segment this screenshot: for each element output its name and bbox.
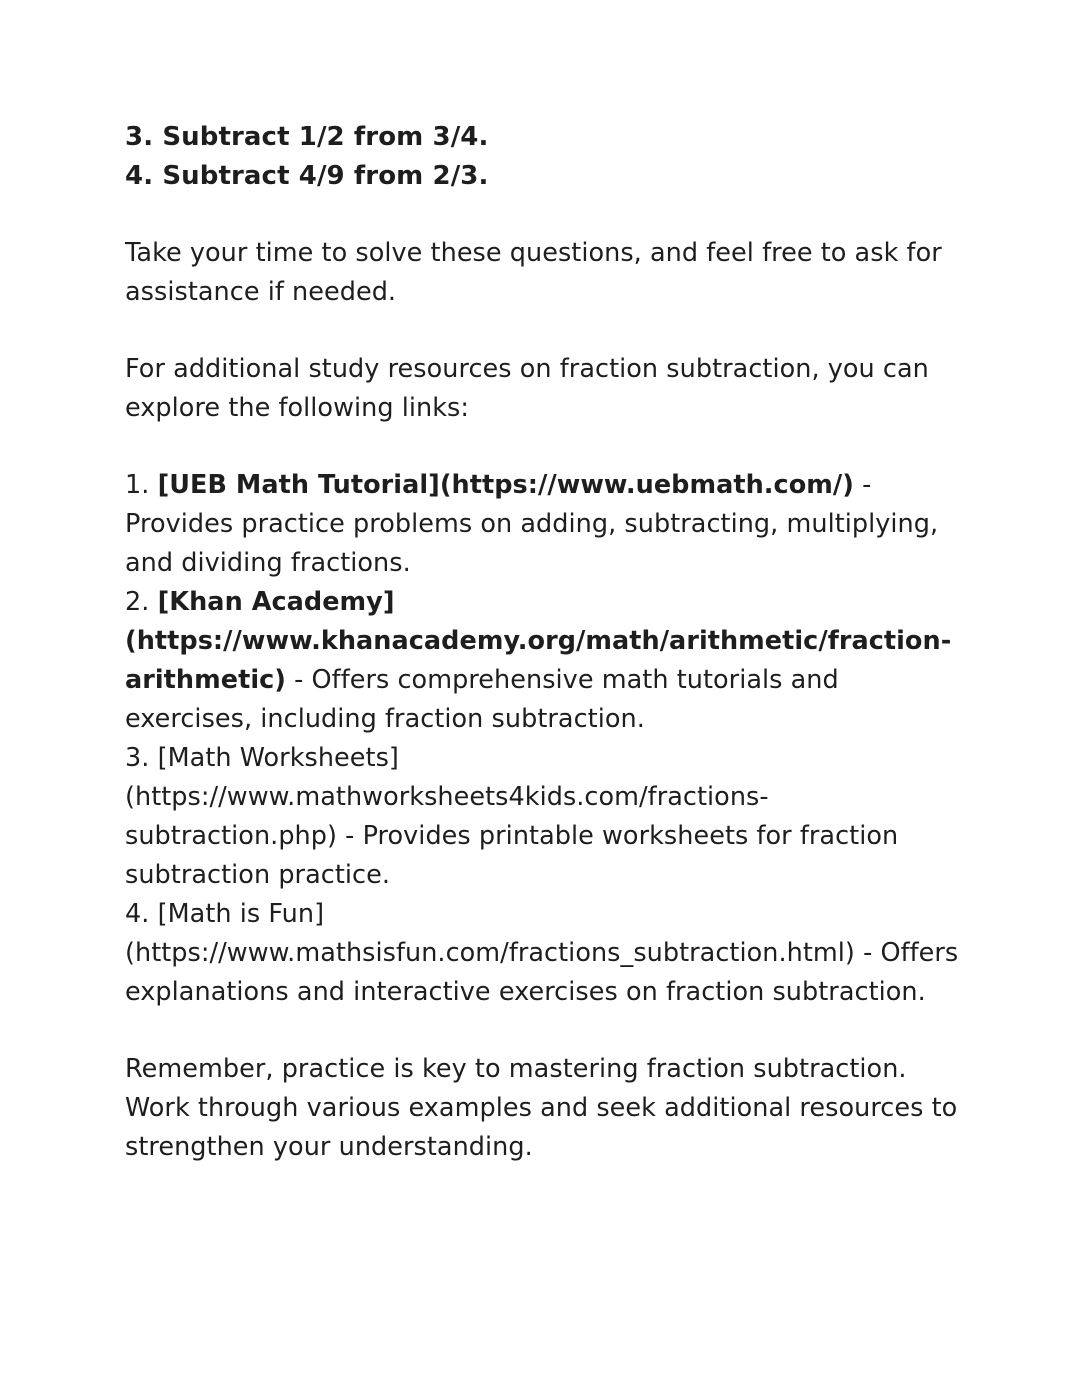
- resource-description: - Provides printable worksheets for fraction subtraction practice.: [125, 821, 899, 890]
- resource-description: - Offers explanations and interactive exercises on fraction subtraction.: [125, 938, 959, 1007]
- list-item: [125, 466, 965, 583]
- document-body: [125, 118, 965, 1167]
- resource-description: - Offers comprehensive math tutorials and exercises, including fraction subtraction.: [125, 665, 839, 734]
- list-item-number: 3.: [125, 743, 158, 773]
- list-item-number: 1.: [125, 470, 158, 500]
- list-item-number: 2.: [125, 587, 158, 617]
- resource-link-math-is-fun[interactable]: [Math is Fun](https://www.mathsisfun.com/fractions_subtraction.html): [125, 899, 855, 968]
- instruction-paragraph: Take your time to solve these questions, and feel free to ask for assistance if needed.: [125, 238, 942, 307]
- resource-list: [125, 466, 965, 1012]
- list-item: [125, 895, 965, 1012]
- question-line-4: 4. Subtract 4/9 from 2/3.: [125, 161, 489, 191]
- resource-link-math-worksheets[interactable]: [Math Worksheets](https://www.mathworksheets4kids.com/fractions-subtraction.php): [125, 743, 769, 851]
- question-line-3: 3. Subtract 1/2 from 3/4.: [125, 122, 489, 152]
- resource-link-khan-academy[interactable]: [Khan Academy](https://www.khanacademy.org/math/arithmetic/fraction-arithmetic): [125, 587, 952, 695]
- list-item-number: 4.: [125, 899, 158, 929]
- resource-description: - Provides practice problems on adding, subtracting, multiplying, and dividing fractions.: [125, 470, 939, 578]
- list-item: [125, 583, 965, 739]
- resource-link-ueb-math-tutorial[interactable]: [UEB Math Tutorial](https://www.uebmath.com/): [157, 470, 854, 500]
- closing-paragraph: Remember, practice is key to mastering fraction subtraction. Work through various examples and seek additional resources to strengthen your understanding.: [125, 1054, 958, 1162]
- resources-intro-paragraph: For additional study resources on fraction subtraction, you can explore the following links:: [125, 354, 929, 423]
- list-item: [125, 739, 965, 895]
